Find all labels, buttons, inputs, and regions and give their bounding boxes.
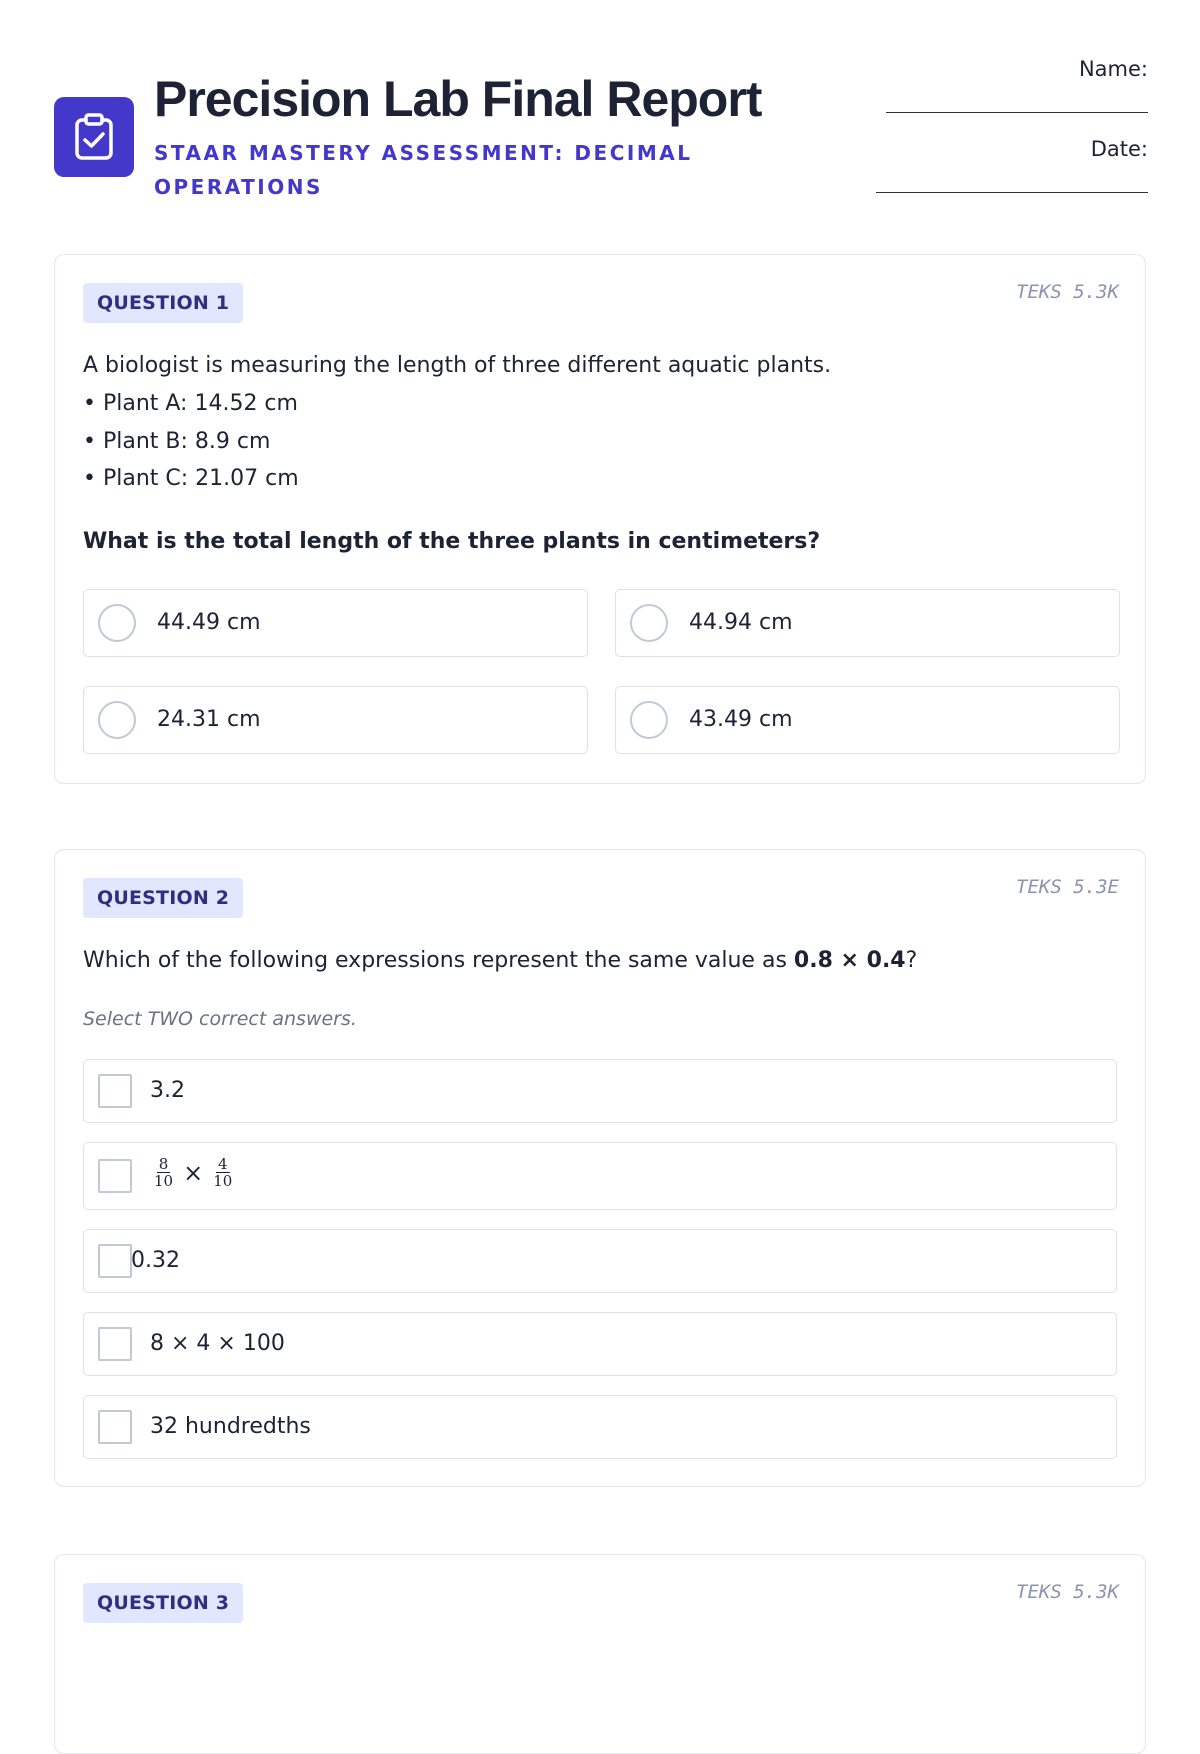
prompt-end: ?: [905, 948, 918, 973]
radio-button[interactable]: [630, 604, 668, 642]
option-label: 8 × 4 × 100: [150, 1331, 285, 1356]
radio-button[interactable]: [98, 604, 136, 642]
checkbox-option-b[interactable]: [83, 1142, 1117, 1210]
fraction-4-10: [211, 1156, 234, 1189]
question-badge: QUESTION 3: [83, 1583, 243, 1623]
clipboard-check-icon: [72, 113, 116, 161]
option-label: 44.94 cm: [689, 610, 793, 635]
question-3-card: [54, 1554, 1146, 1754]
select-two-hint: Select TWO correct answers.: [83, 1008, 357, 1030]
answer-option-c[interactable]: [83, 686, 588, 754]
option-label: 3.2: [150, 1078, 185, 1103]
prompt-expression: 0.8 × 0.4: [793, 948, 906, 973]
page-title: Precision Lab Final Report: [154, 71, 762, 127]
plant-c-item: • Plant C: 21.07 cm: [83, 466, 299, 491]
answer-option-a[interactable]: [83, 589, 588, 657]
checkbox[interactable]: [98, 1159, 132, 1193]
checkbox-option-a[interactable]: [83, 1059, 1117, 1123]
checkbox[interactable]: [98, 1074, 132, 1108]
question-badge: QUESTION 2: [83, 878, 243, 918]
teks-code: TEKS 5.3E: [1016, 876, 1119, 898]
teks-code: TEKS 5.3K: [1016, 1581, 1119, 1603]
prompt-text: Which of the following expressions represent the same value as: [83, 948, 794, 973]
answer-option-b[interactable]: [615, 589, 1120, 657]
clipboard-check-logo: [54, 97, 134, 177]
checkbox[interactable]: [98, 1327, 132, 1361]
answer-option-d[interactable]: [615, 686, 1120, 754]
denominator: 10: [154, 1172, 174, 1190]
teks-code: TEKS 5.3K: [1016, 281, 1119, 303]
checkbox[interactable]: [98, 1410, 132, 1444]
option-label: 0.32: [131, 1248, 180, 1273]
name-field[interactable]: [886, 112, 1148, 113]
option-label: 43.49 cm: [689, 707, 793, 732]
name-label: Name:: [1078, 57, 1148, 81]
question-prompt: [83, 948, 917, 973]
question-badge: QUESTION 1: [83, 283, 243, 323]
question-1-card: [54, 254, 1146, 784]
denominator: 10: [213, 1172, 233, 1190]
checkbox-option-c[interactable]: [83, 1229, 1117, 1293]
checkbox[interactable]: [98, 1244, 132, 1278]
page-subtitle: STAAR MASTERY ASSESSMENT: DECIMAL OPERATIONS: [154, 141, 693, 199]
fraction-8-10: [152, 1156, 175, 1189]
checkbox-option-d[interactable]: [83, 1312, 1117, 1376]
fraction-expression: [152, 1156, 234, 1189]
times-sign: ×: [183, 1158, 204, 1187]
numerator: 4: [217, 1155, 228, 1173]
question-prompt: What is the total length of the three plants in centimeters?: [83, 529, 821, 554]
radio-button[interactable]: [630, 701, 668, 739]
option-label: 44.49 cm: [157, 610, 261, 635]
question-intro: A biologist is measuring the length of three different aquatic plants.: [83, 353, 832, 378]
option-label: 32 hundredths: [150, 1414, 311, 1439]
radio-button[interactable]: [98, 701, 136, 739]
option-label: 24.31 cm: [157, 707, 261, 732]
numerator: 8: [158, 1155, 169, 1173]
question-2-card: [54, 849, 1146, 1487]
date-label: Date:: [1090, 137, 1148, 161]
date-field[interactable]: [876, 192, 1148, 193]
plant-a-item: • Plant A: 14.52 cm: [83, 391, 298, 416]
checkbox-option-e[interactable]: [83, 1395, 1117, 1459]
plant-b-item: • Plant B: 8.9 cm: [83, 429, 271, 454]
